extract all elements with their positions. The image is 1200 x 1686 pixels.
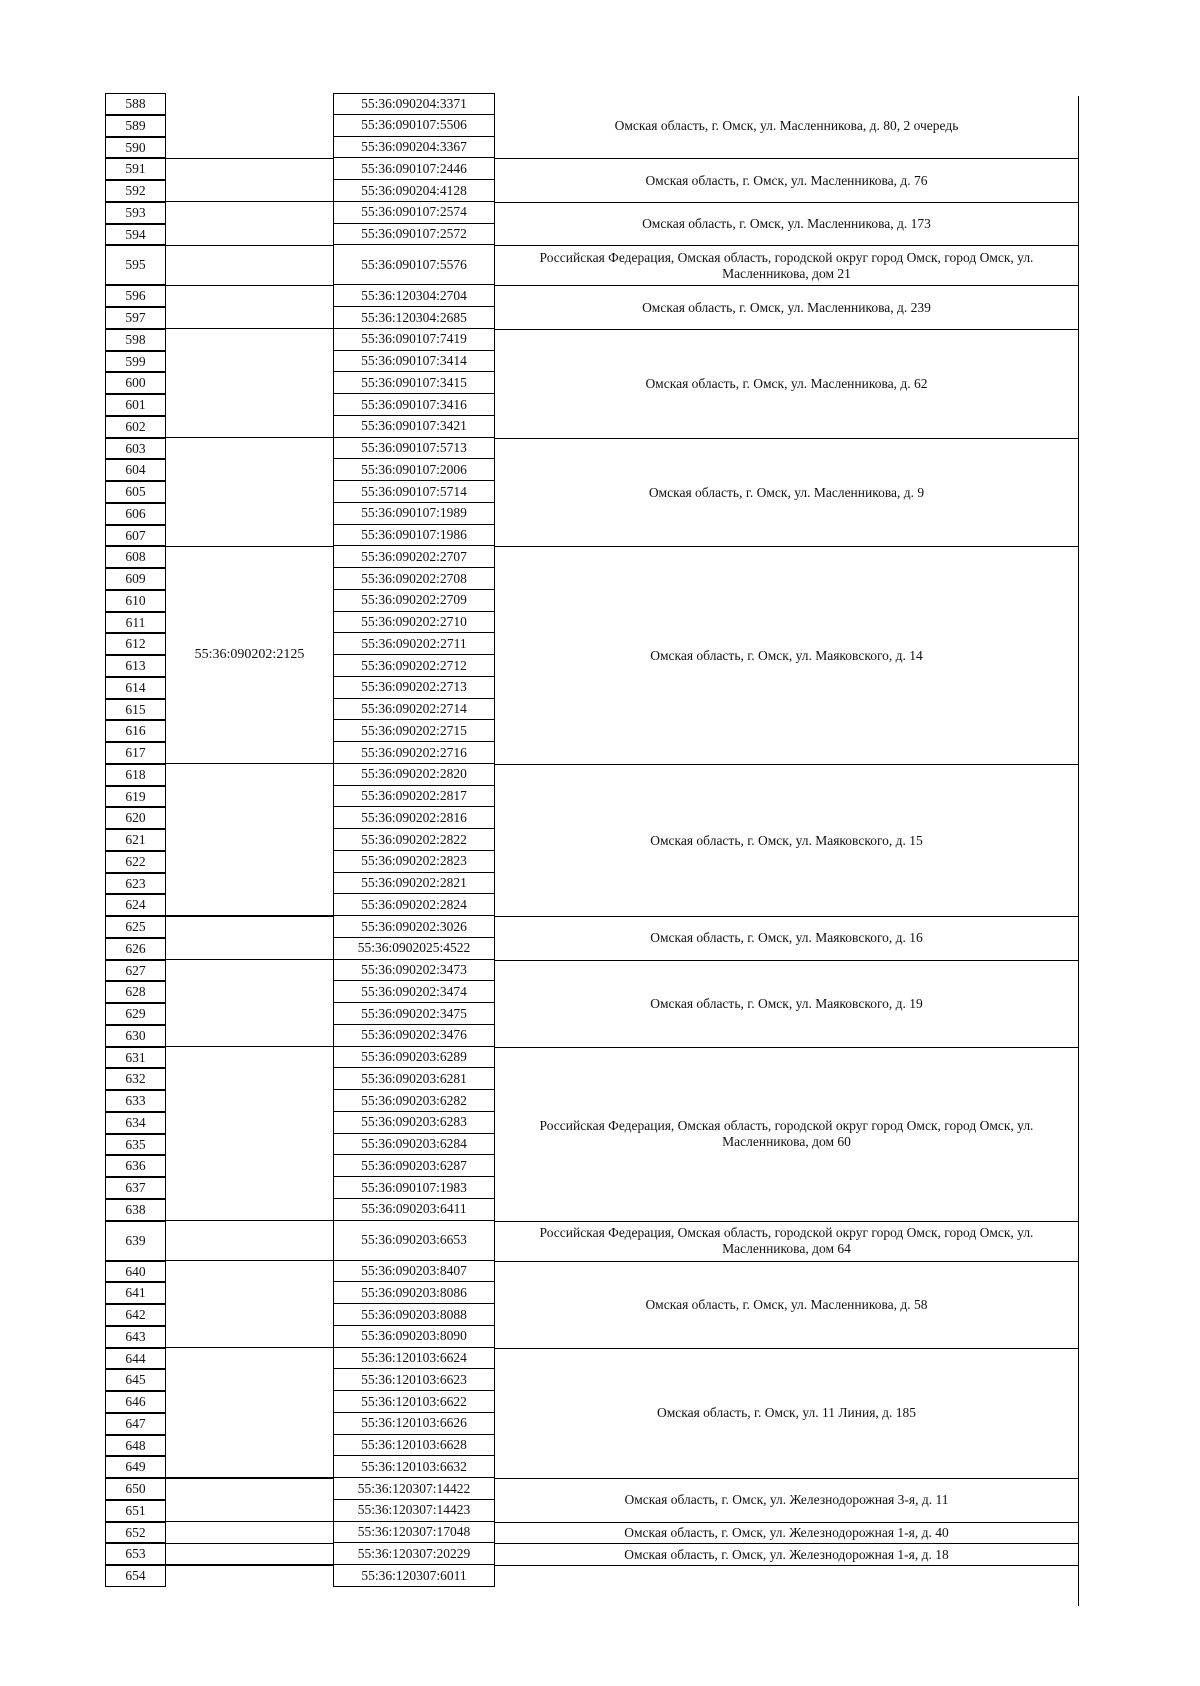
cadastral-number-cell: 55:36:120103:6622 bbox=[333, 1391, 495, 1413]
parent-column-divider bbox=[166, 285, 333, 286]
row-number-cell: 597 bbox=[105, 307, 166, 329]
address-cell: Российская Федерация, Омская область, городской округ город Омск, город Омск, ул. Масленникова, дом 21 bbox=[495, 245, 1078, 285]
parent-column-divider bbox=[166, 915, 333, 916]
row-number-cell: 610 bbox=[105, 590, 166, 612]
row-number-cell: 609 bbox=[105, 568, 166, 590]
address-cell: Омская область, г. Омск, ул. Масленникова, д. 76 bbox=[495, 158, 1078, 202]
row-number-cell: 622 bbox=[105, 851, 166, 873]
row-number-cell: 645 bbox=[105, 1369, 166, 1391]
row-number-cell: 626 bbox=[105, 938, 166, 960]
cadastral-number-cell: 55:36:090107:7419 bbox=[333, 329, 495, 351]
row-number-cell: 600 bbox=[105, 372, 166, 394]
cadastral-number-cell: 55:36:090202:2710 bbox=[333, 612, 495, 634]
row-number-cell: 629 bbox=[105, 1003, 166, 1025]
row-number-cell: 614 bbox=[105, 677, 166, 699]
cadastral-number-cell: 55:36:090202:2712 bbox=[333, 655, 495, 677]
address-cell: Российская Федерация, Омская область, городской округ город Омск, город Омск, ул. Масленникова, дом 64 bbox=[495, 1221, 1078, 1261]
cadastral-number-cell: 55:36:120103:6624 bbox=[333, 1348, 495, 1370]
cadastral-number-cell: 55:36:120304:2704 bbox=[333, 285, 495, 307]
cadastral-number-cell: 55:36:090202:2716 bbox=[333, 742, 495, 764]
address-cell: Омская область, г. Омск, ул. Маяковского, д. 16 bbox=[495, 916, 1078, 960]
row-number-cell: 617 bbox=[105, 742, 166, 764]
cadastral-number-cell: 55:36:090107:3416 bbox=[333, 394, 495, 416]
cadastral-number-cell: 55:36:120103:6632 bbox=[333, 1456, 495, 1478]
row-number-cell: 627 bbox=[105, 960, 166, 982]
cadastral-number-cell: 55:36:090202:2817 bbox=[333, 786, 495, 808]
cadastral-number-cell: 55:36:090202:2816 bbox=[333, 807, 495, 829]
cadastral-number-cell: 55:36:090202:2711 bbox=[333, 633, 495, 655]
row-number-cell: 641 bbox=[105, 1282, 166, 1304]
cadastral-number-cell: 55:36:090203:8090 bbox=[333, 1326, 495, 1348]
address-cell: Омская область, г. Омск, ул. Железнодорожная 1-я, д. 40 bbox=[495, 1522, 1078, 1544]
address-cell: Российская Федерация, Омская область, городской округ город Омск, город Омск, ул. Масленникова, дом 60 bbox=[495, 1047, 1078, 1221]
table-right-border bbox=[1078, 96, 1079, 1606]
parent-column-divider bbox=[166, 1477, 333, 1478]
row-number-cell: 640 bbox=[105, 1261, 166, 1283]
cadastral-number-cell: 55:36:090202:2708 bbox=[333, 568, 495, 590]
row-number-cell: 647 bbox=[105, 1413, 166, 1435]
row-number-cell: 633 bbox=[105, 1090, 166, 1112]
address-cell: Омская область, г. Омск, ул. Масленникова, д. 9 bbox=[495, 438, 1078, 547]
row-number-cell: 601 bbox=[105, 394, 166, 416]
parent-column-divider bbox=[166, 1220, 333, 1221]
parent-column-divider bbox=[166, 1046, 333, 1047]
row-number-cell: 635 bbox=[105, 1134, 166, 1156]
cadastral-number-cell: 55:36:090202:3476 bbox=[333, 1025, 495, 1047]
row-number-cell: 628 bbox=[105, 981, 166, 1003]
row-number-cell: 649 bbox=[105, 1456, 166, 1478]
cadastral-number-cell: 55:36:090203:8086 bbox=[333, 1282, 495, 1304]
address-cell: Омская область, г. Омск, ул. 11 Линия, д. 185 bbox=[495, 1348, 1078, 1479]
cadastral-number-cell: 55:36:120307:17048 bbox=[333, 1522, 495, 1544]
address-cell: Омская область, г. Омск, ул. Железнодорожная 1-я, д. 18 bbox=[495, 1543, 1078, 1565]
row-number-cell: 623 bbox=[105, 873, 166, 895]
cadastral-number-cell: 55:36:0902025:4522 bbox=[333, 938, 495, 960]
parent-column-divider bbox=[166, 763, 333, 764]
cadastral-number-cell: 55:36:090202:2821 bbox=[333, 873, 495, 895]
row-number-cell: 603 bbox=[105, 438, 166, 460]
cadastral-number-cell: 55:36:120103:6628 bbox=[333, 1435, 495, 1457]
parent-column-divider bbox=[166, 245, 333, 246]
address-cell: Омская область, г. Омск, ул. Масленникова, д. 58 bbox=[495, 1261, 1078, 1348]
cadastral-number-cell: 55:36:090203:6281 bbox=[333, 1068, 495, 1090]
address-cell: Омская область, г. Омск, ул. Маяковского, д. 19 bbox=[495, 960, 1078, 1047]
row-number-cell: 605 bbox=[105, 481, 166, 503]
cadastral-number-cell: 55:36:090203:6411 bbox=[333, 1199, 495, 1221]
row-number-cell: 648 bbox=[105, 1435, 166, 1457]
cadastral-number-cell: 55:36:090203:8088 bbox=[333, 1304, 495, 1326]
cadastral-number-cell: 55:36:090203:6287 bbox=[333, 1155, 495, 1177]
address-cell bbox=[495, 1565, 1078, 1587]
row-number-cell: 620 bbox=[105, 807, 166, 829]
row-number-cell: 591 bbox=[105, 158, 166, 180]
cadastral-number-cell: 55:36:090202:3026 bbox=[333, 916, 495, 938]
row-number-cell: 642 bbox=[105, 1304, 166, 1326]
cadastral-number-cell: 55:36:090107:1983 bbox=[333, 1177, 495, 1199]
row-number-cell: 643 bbox=[105, 1326, 166, 1348]
cadastral-number-cell: 55:36:120103:6626 bbox=[333, 1413, 495, 1435]
cadastral-number-cell: 55:36:090202:3473 bbox=[333, 960, 495, 982]
parent-column-divider bbox=[166, 1543, 333, 1544]
address-cell: Омская область, г. Омск, ул. Железнодорожная 3-я, д. 11 bbox=[495, 1478, 1078, 1522]
row-number-cell: 644 bbox=[105, 1348, 166, 1370]
address-cell: Омская область, г. Омск, ул. Масленникова, д. 239 bbox=[495, 285, 1078, 329]
parent-column-divider bbox=[166, 1260, 333, 1261]
cadastral-number-cell: 55:36:090107:1989 bbox=[333, 503, 495, 525]
row-number-cell: 590 bbox=[105, 137, 166, 159]
cadastral-number-cell: 55:36:120307:20229 bbox=[333, 1543, 495, 1565]
parent-column-divider bbox=[166, 1564, 333, 1565]
parent-column-divider bbox=[166, 1521, 333, 1522]
row-number-cell: 608 bbox=[105, 546, 166, 568]
row-number-cell: 621 bbox=[105, 829, 166, 851]
cadastral-number-cell: 55:36:090107:2006 bbox=[333, 459, 495, 481]
row-number-cell: 624 bbox=[105, 894, 166, 916]
cadastral-number-cell: 55:36:120307:14423 bbox=[333, 1500, 495, 1522]
cadastral-number-cell: 55:36:090202:2823 bbox=[333, 851, 495, 873]
row-number-cell: 625 bbox=[105, 916, 166, 938]
row-number-cell: 618 bbox=[105, 764, 166, 786]
cadastral-number-cell: 55:36:090107:2446 bbox=[333, 158, 495, 180]
cadastral-number-cell: 55:36:090202:2824 bbox=[333, 894, 495, 916]
row-number-cell: 652 bbox=[105, 1522, 166, 1544]
row-number-cell: 637 bbox=[105, 1177, 166, 1199]
cadastral-number-cell: 55:36:090202:2820 bbox=[333, 764, 495, 786]
row-number-cell: 596 bbox=[105, 285, 166, 307]
row-number-cell: 594 bbox=[105, 224, 166, 246]
row-number-cell: 632 bbox=[105, 1068, 166, 1090]
row-number-cell: 631 bbox=[105, 1047, 166, 1069]
row-number-cell: 607 bbox=[105, 525, 166, 547]
parent-column-divider bbox=[166, 546, 333, 547]
row-number-cell: 654 bbox=[105, 1565, 166, 1587]
cadastral-number-cell: 55:36:090202:2713 bbox=[333, 677, 495, 699]
row-number-cell: 598 bbox=[105, 329, 166, 351]
parent-column-divider bbox=[166, 1347, 333, 1348]
cadastral-number-cell: 55:36:090203:8407 bbox=[333, 1261, 495, 1283]
cadastral-number-cell: 55:36:090107:5506 bbox=[333, 115, 495, 137]
cadastral-number-cell: 55:36:090202:2714 bbox=[333, 699, 495, 721]
cadastral-number-cell: 55:36:090203:6284 bbox=[333, 1134, 495, 1156]
parent-column-divider bbox=[166, 959, 333, 960]
row-number-cell: 611 bbox=[105, 612, 166, 634]
address-cell: Омская область, г. Омск, ул. Маяковского, д. 14 bbox=[495, 546, 1078, 764]
parent-column-divider bbox=[166, 158, 333, 159]
cadastral-number-cell: 55:36:120307:6011 bbox=[333, 1565, 495, 1587]
cadastral-number-cell: 55:36:090107:2574 bbox=[333, 202, 495, 224]
cadastral-number-cell: 55:36:120304:2685 bbox=[333, 307, 495, 329]
row-number-cell: 650 bbox=[105, 1478, 166, 1500]
row-number-cell: 639 bbox=[105, 1221, 166, 1261]
row-number-cell: 595 bbox=[105, 245, 166, 285]
parent-column-divider bbox=[166, 437, 333, 438]
cadastral-number-cell: 55:36:090107:5576 bbox=[333, 245, 495, 285]
cadastral-number-cell: 55:36:090107:5713 bbox=[333, 438, 495, 460]
parent-cadastral-number: 55:36:090202:2125 bbox=[194, 646, 305, 662]
row-number-cell: 613 bbox=[105, 655, 166, 677]
cadastral-number-cell: 55:36:090202:3474 bbox=[333, 981, 495, 1003]
cadastral-number-cell: 55:36:120307:14422 bbox=[333, 1478, 495, 1500]
row-number-cell: 602 bbox=[105, 416, 166, 438]
row-number-cell: 599 bbox=[105, 351, 166, 373]
cadastral-number-cell: 55:36:090204:4128 bbox=[333, 180, 495, 202]
cadastral-number-cell: 55:36:090203:6282 bbox=[333, 1090, 495, 1112]
parent-column-divider bbox=[166, 201, 333, 202]
cadastral-number-cell: 55:36:090203:6289 bbox=[333, 1047, 495, 1069]
row-number-cell: 634 bbox=[105, 1112, 166, 1134]
address-cell: Омская область, г. Омск, ул. Масленникова, д. 62 bbox=[495, 329, 1078, 438]
row-number-cell: 593 bbox=[105, 202, 166, 224]
cadastral-number-cell: 55:36:090202:2709 bbox=[333, 590, 495, 612]
parent-column-divider bbox=[166, 328, 333, 329]
cadastral-number-cell: 55:36:090202:2707 bbox=[333, 546, 495, 568]
cadastral-number-cell: 55:36:090204:3371 bbox=[333, 93, 495, 115]
row-number-cell: 630 bbox=[105, 1025, 166, 1047]
cadastral-number-cell: 55:36:090107:5714 bbox=[333, 481, 495, 503]
cadastral-number-cell: 55:36:120103:6623 bbox=[333, 1369, 495, 1391]
cadastral-number-cell: 55:36:090107:1986 bbox=[333, 525, 495, 547]
cadastral-number-cell: 55:36:090203:6653 bbox=[333, 1221, 495, 1261]
row-number-cell: 612 bbox=[105, 633, 166, 655]
cadastral-number-cell: 55:36:090202:2715 bbox=[333, 720, 495, 742]
cadastral-number-cell: 55:36:090202:2822 bbox=[333, 829, 495, 851]
row-number-cell: 604 bbox=[105, 459, 166, 481]
cadastral-number-cell: 55:36:090204:3367 bbox=[333, 137, 495, 159]
row-number-cell: 592 bbox=[105, 180, 166, 202]
row-number-cell: 651 bbox=[105, 1500, 166, 1522]
row-number-cell: 589 bbox=[105, 115, 166, 137]
row-number-cell: 638 bbox=[105, 1199, 166, 1221]
row-number-cell: 619 bbox=[105, 786, 166, 808]
address-cell: Омская область, г. Омск, ул. Масленникова, д. 173 bbox=[495, 202, 1078, 246]
cadastral-number-cell: 55:36:090203:6283 bbox=[333, 1112, 495, 1134]
address-cell: Омская область, г. Омск, ул. Маяковского, д. 15 bbox=[495, 764, 1078, 916]
row-number-cell: 646 bbox=[105, 1391, 166, 1413]
cadastral-number-cell: 55:36:090107:3414 bbox=[333, 351, 495, 373]
row-number-cell: 636 bbox=[105, 1155, 166, 1177]
row-number-cell: 606 bbox=[105, 503, 166, 525]
cadastral-number-cell: 55:36:090107:3421 bbox=[333, 416, 495, 438]
row-number-cell: 615 bbox=[105, 699, 166, 721]
address-cell: Омская область, г. Омск, ул. Масленникова, д. 80, 2 очередь bbox=[614, 117, 959, 133]
cadastral-number-cell: 55:36:090202:3475 bbox=[333, 1003, 495, 1025]
row-number-cell: 588 bbox=[105, 93, 166, 115]
cadastral-number-cell: 55:36:090107:3415 bbox=[333, 372, 495, 394]
row-number-cell: 616 bbox=[105, 720, 166, 742]
row-number-cell: 653 bbox=[105, 1543, 166, 1565]
cadastral-number-cell: 55:36:090107:2572 bbox=[333, 224, 495, 246]
